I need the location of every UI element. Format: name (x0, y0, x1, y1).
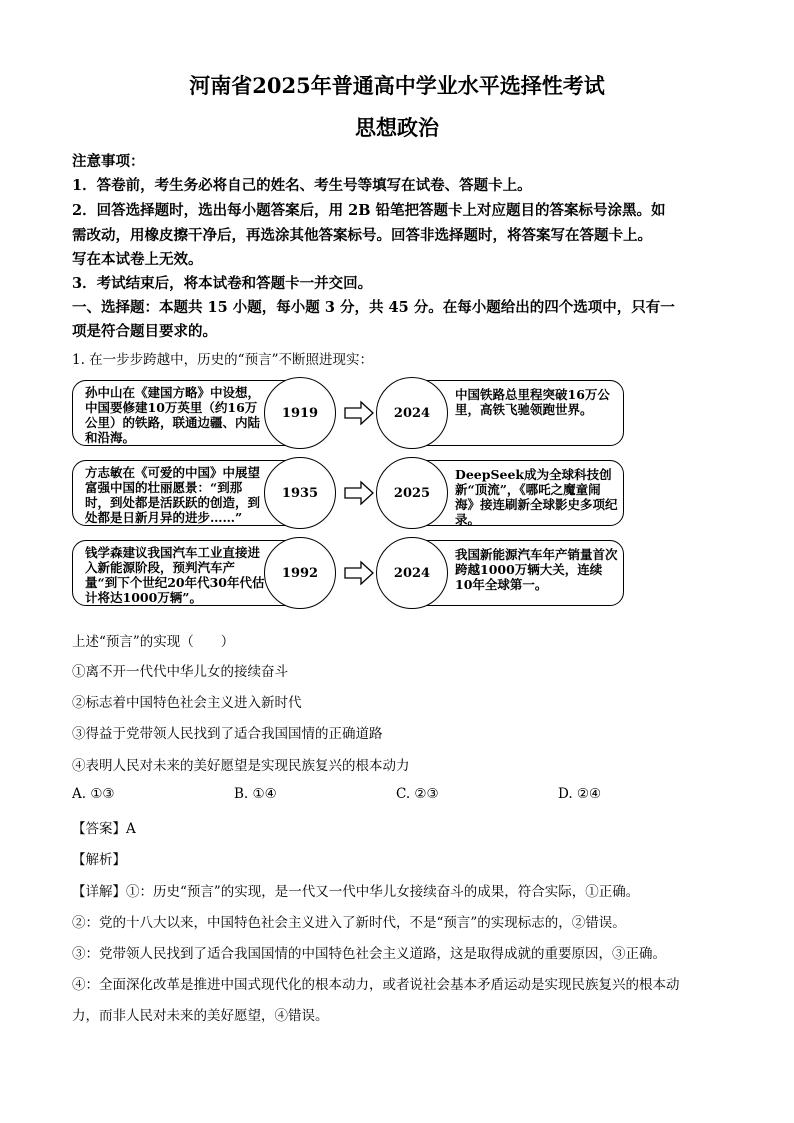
notice-item: 3．考试结束后，将本试卷和答题卡一并交回。 (72, 275, 373, 292)
explanation-text: 力，而非人民对未来的美好愿望，④错误。 (72, 1008, 329, 1024)
analysis-label: 【解析】 (72, 852, 126, 868)
prophecy-row (72, 460, 624, 528)
prophecy-year: 1992 (264, 537, 336, 609)
prophecy-text: 钱学森建议我国汽车工业直接进入新能源阶段，预判汽车产量“到下个世纪20年代30年代估计将达1000万辆”。 (85, 545, 265, 605)
section-heading-line2: 项是符合题目要求的。 (72, 323, 217, 340)
explanation-text: ④：全面深化改革是推进中国式现代化的根本动力，或者说社会基本矛盾运动是实现民族复兴的根本动 (72, 977, 680, 993)
reality-text: 我国新能源汽车年产销量首次跨越1000万辆大关，连续10年全球第一。 (455, 547, 618, 592)
prophecy-year: 1935 (264, 457, 336, 529)
notice-item: 1．答卷前，考生务必将自己的姓名、考生号等填写在试卷、答题卡上。 (72, 177, 532, 194)
option-d[interactable]: D. ②④ (558, 786, 602, 802)
answer-label: 【答案】 (72, 821, 126, 837)
statement: ③得益于党带领人民找到了适合我国国情的正确道路 (72, 726, 383, 742)
explanation-text: ①：历史“预言”的实现，是一代又一代中华儿女接续奋斗的成果，符合实际，①正确。 (126, 884, 640, 900)
arrow-right-icon (344, 480, 374, 506)
notice-item: 写在本试卷上无效。 (72, 251, 203, 268)
prophecy-row (72, 380, 624, 448)
explanation-text: ③：党带领人民找到了适合我国国情的中国特色社会主义道路，这是取得成就的重要原因，③正确。 (72, 946, 666, 962)
answer-value: A (126, 821, 136, 837)
option-b[interactable]: B. ①④ (234, 786, 277, 802)
option-a[interactable]: A. ①③ (72, 786, 115, 802)
reality-text: 中国铁路总里程突破16万公里，高铁飞驰领跑世界。 (455, 387, 610, 417)
prophecy-row (72, 540, 624, 608)
notice-heading: 注意事项： (72, 153, 145, 170)
statement: ②标志着中国特色社会主义进入新时代 (72, 695, 302, 711)
prophecy-year: 1919 (264, 377, 336, 449)
answer-line (72, 817, 136, 837)
arrow-right-icon (344, 400, 374, 426)
statement: ④表明人民对未来的美好愿望是实现民族复兴的根本动力 (72, 758, 410, 774)
notice-item: 需改动，用橡皮擦干净后，再选涂其他答案标号。回答非选择题时，将答案写在答题卡上。 (72, 227, 652, 244)
detail-label: 【详解】 (72, 884, 126, 900)
explanation-text: ②：党的十八大以来，中国特色社会主义进入了新时代，不是“预言”的实现标志的，②错误。 (72, 915, 626, 931)
question-stem: 1. 在一步步跨越中，历史的“预言”不断照进现实： (72, 352, 373, 368)
prophecy-text: 孙中山在《建国方略》中设想，中国要修建10万英里（约16万公里）的铁路，联通边疆、内陆和沿海。 (85, 385, 261, 445)
section-heading-line1: 一、选择题：本题共 15 小题，每小题 3 分，共 45 分。在每小题给出的四个选项中，只有一 (72, 299, 675, 316)
statement: ①离不开一代代中华儿女的接续奋斗 (72, 664, 288, 680)
exam-title: 河南省2025年普通高中学业水平选择性考试 (189, 73, 605, 98)
reality-text: DeepSeek成为全球科技创新“顶流”，《哪吒之魔童闹海》接连刷新全球影史多项纪录。 (455, 467, 618, 527)
arrow-right-icon (344, 560, 374, 586)
notice-item: 2．回答选择题时，选出每小题答案后，用 2B 铅笔把答题卡上对应题目的答案标号涂黑。如 (72, 202, 666, 219)
reality-year: 2024 (376, 377, 448, 449)
question-prompt: 上述“预言”的实现（ ） (72, 634, 235, 650)
option-c[interactable]: C. ②③ (396, 786, 439, 802)
detail-line (72, 880, 639, 900)
subject-title: 思想政治 (355, 115, 439, 140)
reality-year: 2025 (376, 457, 448, 529)
reality-year: 2024 (376, 537, 448, 609)
prophecy-text: 方志敏在《可爱的中国》中展望富强中国的壮丽愿景：“到那时，到处都是活跃跃的创造，到处都是日新月异的进步……” (85, 465, 261, 525)
